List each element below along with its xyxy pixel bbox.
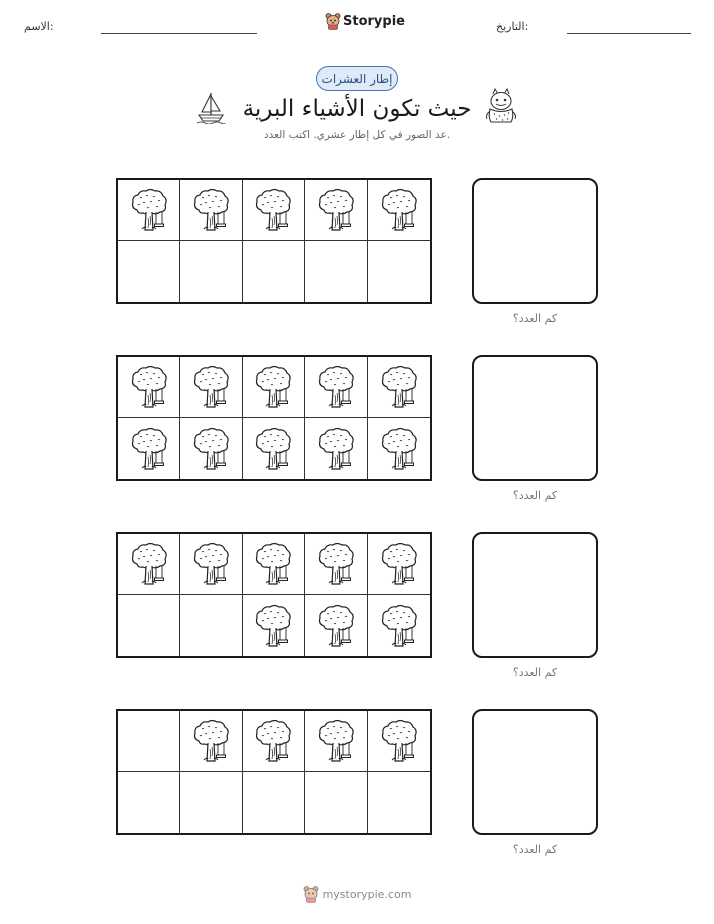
count-prompt: كم العدد؟ [512, 843, 558, 856]
count-prompt: كم العدد؟ [512, 489, 558, 502]
ten-frame-cell [118, 772, 180, 833]
ten-frame-cell [368, 711, 430, 772]
ten-frame-cell [243, 180, 305, 241]
ten-frame-cell [118, 180, 180, 241]
ten-frame-cell [368, 772, 430, 833]
ten-frame-cell [243, 711, 305, 772]
wild-thing-monster-icon [484, 88, 518, 124]
tree-with-swing-icon [379, 188, 419, 232]
count-prompt: كم العدد؟ [512, 666, 558, 679]
tree-with-swing-icon [191, 427, 231, 471]
ten-frame-cell [118, 418, 180, 479]
tree-with-swing-icon [253, 427, 293, 471]
tree-with-swing-icon [129, 427, 169, 471]
ten-frame [116, 355, 432, 481]
ten-frame-cell [243, 241, 305, 302]
ten-frame-cell [243, 772, 305, 833]
ten-frame-cell [305, 711, 367, 772]
ten-frame-cell [305, 180, 367, 241]
ten-frame [116, 532, 432, 658]
worksheet-title [0, 92, 714, 126]
tree-with-swing-icon [253, 188, 293, 232]
footer [0, 885, 714, 903]
tree-with-swing-icon [379, 542, 419, 586]
tree-with-swing-icon [253, 604, 293, 648]
tree-with-swing-icon [253, 542, 293, 586]
ten-frame-cell [368, 534, 430, 595]
topic-badge: إطار العشرات [316, 66, 398, 91]
exercise-3 [0, 532, 714, 692]
date-write-line[interactable] [567, 33, 691, 34]
tree-with-swing-icon [379, 719, 419, 763]
ten-frame-cell [305, 241, 367, 302]
ten-frame-cell [118, 357, 180, 418]
ten-frame-cell [180, 711, 242, 772]
name-label: الاسم: [24, 20, 54, 33]
answer-box[interactable] [472, 532, 598, 658]
tree-with-swing-icon [379, 604, 419, 648]
ten-frame-cell [243, 534, 305, 595]
tree-with-swing-icon [191, 365, 231, 409]
name-write-line[interactable] [101, 33, 257, 34]
tree-with-swing-icon [316, 719, 356, 763]
ten-frame-cell [305, 534, 367, 595]
tree-with-swing-icon [316, 365, 356, 409]
tree-with-swing-icon [316, 604, 356, 648]
answer-box[interactable] [472, 355, 598, 481]
ten-frame-cell [118, 241, 180, 302]
tree-with-swing-icon [316, 427, 356, 471]
ten-frame-cell [368, 595, 430, 656]
tree-with-swing-icon [253, 365, 293, 409]
ten-frame-cell [118, 711, 180, 772]
tree-with-swing-icon [316, 542, 356, 586]
ten-frame-cell [243, 595, 305, 656]
ten-frame-cell [368, 418, 430, 479]
tree-with-swing-icon [129, 188, 169, 232]
tree-with-swing-icon [191, 188, 231, 232]
ten-frame-cell [180, 418, 242, 479]
exercise-2 [0, 355, 714, 515]
ten-frame-cell [180, 595, 242, 656]
ten-frame-cell [368, 357, 430, 418]
ten-frame-cell [305, 595, 367, 656]
ten-frame-cell [180, 357, 242, 418]
exercise-1 [0, 178, 714, 338]
storypie-bear-logo-icon [303, 885, 319, 903]
ten-frame-cell [180, 180, 242, 241]
title-text: حيث تكون الأشياء البرية [242, 96, 472, 122]
ten-frame-cell [180, 772, 242, 833]
tree-with-swing-icon [191, 719, 231, 763]
ten-frame [116, 709, 432, 835]
ten-frame-cell [368, 180, 430, 241]
tree-with-swing-icon [379, 427, 419, 471]
tree-with-swing-icon [129, 542, 169, 586]
ten-frame-cell [118, 595, 180, 656]
date-label: التاريخ: [496, 20, 529, 33]
answer-box[interactable] [472, 178, 598, 304]
ten-frame-cell [180, 241, 242, 302]
ten-frame-cell [305, 772, 367, 833]
tree-with-swing-icon [316, 188, 356, 232]
answer-box[interactable] [472, 709, 598, 835]
tree-with-swing-icon [191, 542, 231, 586]
ten-frame [116, 178, 432, 304]
ten-frame-cell [118, 534, 180, 595]
ten-frame-cell [305, 357, 367, 418]
ten-frame-cell [368, 241, 430, 302]
storypie-bear-logo-icon [325, 12, 341, 30]
brand-name: Storypie [343, 13, 405, 29]
ten-frame-cell [243, 357, 305, 418]
instructions: عد الصور في كل إطار عشري. اكتب العدد. [263, 129, 451, 141]
tree-with-swing-icon [379, 365, 419, 409]
footer-url: mystorypie.com [322, 887, 412, 901]
ten-frame-cell [243, 418, 305, 479]
exercise-4 [0, 709, 714, 869]
tree-with-swing-icon [129, 365, 169, 409]
brand-logo [325, 12, 405, 30]
ten-frame-cell [180, 534, 242, 595]
count-prompt: كم العدد؟ [512, 312, 558, 325]
ten-frame-cell [305, 418, 367, 479]
tree-with-swing-icon [253, 719, 293, 763]
